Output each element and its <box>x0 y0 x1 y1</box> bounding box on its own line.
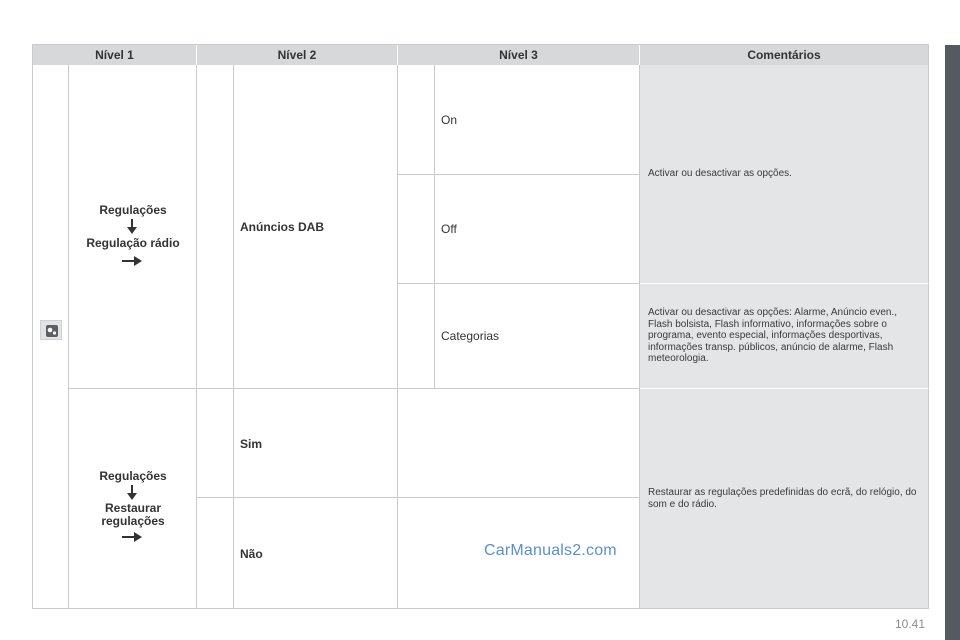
option-on-label: On <box>441 112 458 127</box>
arrow-right-icon <box>122 529 142 539</box>
section2-level2-spacer-1 <box>197 389 234 498</box>
section1-level3-spacer-3 <box>398 284 435 389</box>
header-level3 <box>398 45 640 65</box>
comment-categories-text: Activar ou desactivar as opções: Alarme, Anúncio even., Flash bolsista, Flash informativo, informações sobre o programa, evento especial, informações desportivas, informações transp. públicos, anúncio de alarme, Flash meteorologia. <box>648 307 898 365</box>
comment-on-off <box>640 65 929 284</box>
settings-icon <box>40 320 62 340</box>
option-off <box>435 175 640 284</box>
comment-restore-text: Restaurar as regulações predefinidas do ecrã, do relógio, do som e do rádio. <box>648 487 917 510</box>
comment-categories <box>640 284 929 389</box>
header-comments <box>640 45 928 65</box>
section2-level3-empty-1 <box>398 389 640 498</box>
header-level2-label: Nível 2 <box>277 48 317 62</box>
option-categories-label: Categorias <box>441 329 500 343</box>
header-level3-label: Nível 3 <box>499 48 538 62</box>
section1-level2-label: Anúncios DAB <box>240 220 324 234</box>
section2-level1-label: Regulações <box>99 469 167 483</box>
section2-level2-spacer-2 <box>197 498 234 609</box>
option-nao-label: Não <box>240 547 263 561</box>
option-off-label: Off <box>441 222 457 236</box>
page-number: 10.41 <box>895 617 926 631</box>
option-categories <box>435 284 640 389</box>
arrow-down-icon <box>127 219 137 234</box>
comment-on-off-text: Activar ou desactivar as opções. <box>648 168 792 180</box>
option-sim-label: Sim <box>240 437 263 451</box>
watermark: CarManuals2.com <box>484 542 617 559</box>
arrow-down-icon <box>127 485 137 500</box>
comment-restore <box>640 389 928 608</box>
header-level1-label: Nível 1 <box>95 48 134 62</box>
section1-level1-sublabel: Regulação rádio <box>86 236 180 250</box>
section2-level1-sublabel: Restaurar regulações <box>101 501 165 528</box>
arrow-right-icon <box>122 253 142 263</box>
header-comments-label: Comentários <box>747 48 821 62</box>
header-level2 <box>197 45 398 65</box>
section1-level3-spacer-2 <box>398 175 435 284</box>
side-tab <box>945 45 960 640</box>
header-level1 <box>33 45 197 65</box>
option-on <box>435 65 640 175</box>
section1-level3-spacer-1 <box>398 65 435 175</box>
section1-level2-spacer <box>197 65 234 389</box>
section1-level1-label: Regulações <box>99 203 167 217</box>
